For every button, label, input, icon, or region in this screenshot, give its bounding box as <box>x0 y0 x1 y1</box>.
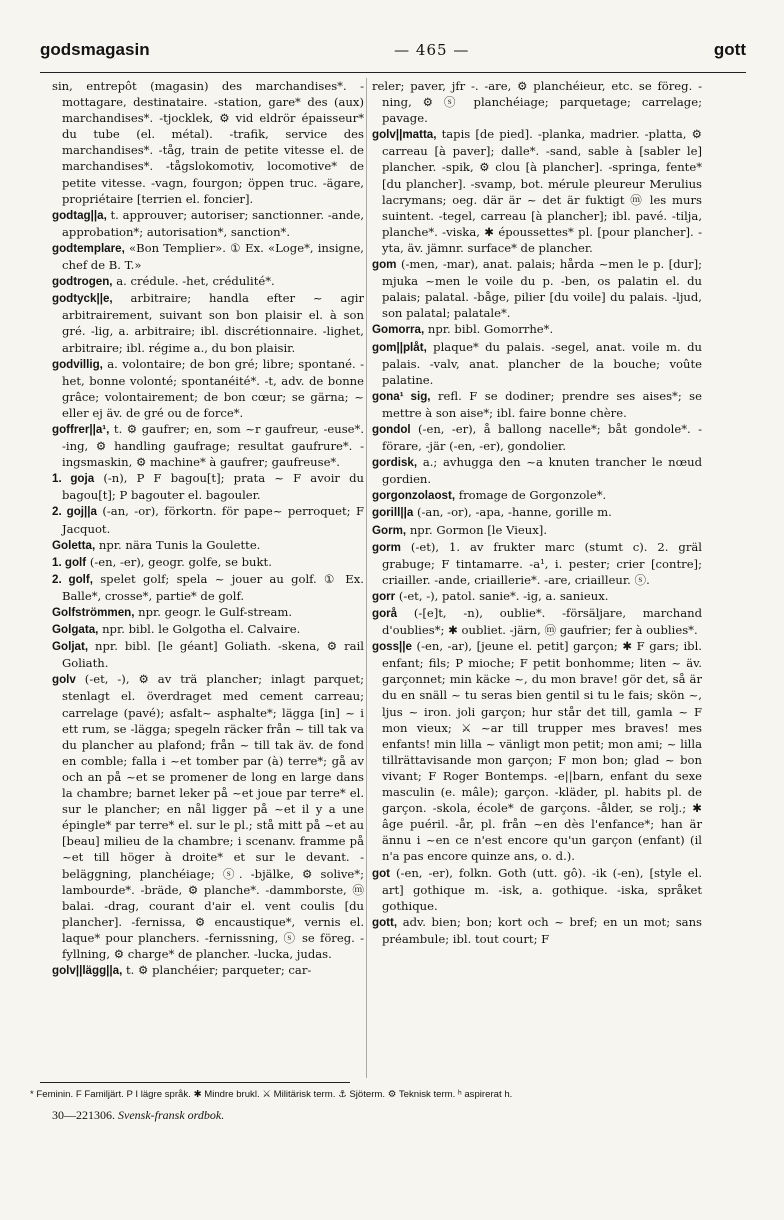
dictionary-entry <box>372 522 702 539</box>
dictionary-entry <box>52 571 364 604</box>
dictionary-entry <box>372 539 702 588</box>
running-head <box>40 40 746 70</box>
dictionary-entry <box>52 290 364 355</box>
entry-definition: sin, entrepôt (magasin) des marchandises*. -mottagare, destinataire. -station, gare* des (aux) marchandises*. -tjocklek, ⚙ vid eldrör épaisseur* du tube (el. métal). -trafik, service des marchandises*. -tåg, train de petite vitesse el. de marchandises*. -tågslokomotiv, locomotive* de petite vitesse. -vagn, fourgon; öppen truc. -ägare, propriétaire [terrien el. foncier]. <box>52 79 364 206</box>
entry-headword: gordisk, <box>372 456 418 470</box>
entry-headword: gott, <box>372 915 398 929</box>
dictionary-entry <box>52 621 364 638</box>
entry-headword: gorr <box>372 589 396 603</box>
entry-headword: 2. golf, <box>52 572 93 586</box>
dictionary-entry <box>372 454 702 487</box>
entry-definition: npr. Gormon [le Vieux]. <box>409 522 548 537</box>
entry-definition: spelet golf; spela ~ jouer au golf. ① Ex. Balle*, crosse*, partie* de golf. <box>62 571 364 603</box>
entry-definition: reler; paver, jfr -. -are, ⚙ planchéieur, etc. se föreg. -ning, ⚙ ⓢ planchéiage; parquetage; carrelage; pavage. <box>372 79 702 126</box>
header-rule <box>40 72 746 73</box>
dictionary-entry <box>52 207 364 240</box>
entry-headword: Golgata, <box>52 623 99 637</box>
imprint <box>52 1108 224 1123</box>
entry-definition: refl. F se dodiner; prendre ses aises*; se mettre à son aise*; ibl. faire bonne chère. <box>382 388 702 420</box>
entry-definition: (-men, -mar), anat. palais; hårda ~men le p. [dur]; mjuka ~men le voile du p. -ben, os palatin el. du palais; palatal. -båge, pilier [du voile] du palais. -ljud, son palatal; palatale*. <box>382 257 702 321</box>
entry-headword: godvillig, <box>52 357 103 371</box>
entry-definition: npr. bibl. le Golgotha el. Calvaire. <box>102 622 301 637</box>
entry-definition: (-en, -ar), [jeune el. petit] garçon; ✱ F gars; ibl. enfant; fils; P mioche; F petit bonhomme; liten ~ äv. garçonnet; min käcke ~, du mon brave! gör det, så är du en snäll ~ tu seras bien gentil si tu le fais; skön ~, ljus ~ iron. joli garçon; hur står det till, gamla ~ F mon vieux; ⚔ ~ar till trupper mes braves! mes enfants! min lilla ~ vänligt mon petit; mon ami; ~ lilla tillrättavisande mon garçon; F mon bon; glad ~ bon vivant; F Roger Bontemps. -e||barn, enfant du sexe masculin (e. mâle); garçon. -kläder, pl. habits pl. de garçon. -skola, école* de garçons. -ålder, se rolj.; ✱ âge puéril. -år, pl. från ~en dès l'enfance*; han är ännu i ~en ce n'est encore qu'un garçon (enfant) (il n'a pas encore quinze ans, o. d.). <box>382 639 702 864</box>
imprint-code: 30—221306. <box>52 1108 115 1122</box>
dictionary-entry <box>52 240 364 273</box>
entry-definition: t. ⚙ planchéier; parqueter; car- <box>126 963 312 978</box>
entry-definition: npr. bibl. [le géant] Goliath. -skena, ⚙ rail Goliath. <box>62 639 364 671</box>
entry-definition: a. crédule. -het, crédulité*. <box>116 274 275 289</box>
dictionary-entry <box>372 421 702 454</box>
entry-headword: golv <box>52 673 76 687</box>
dictionary-entry <box>372 78 702 126</box>
entry-definition: t. approuver; autoriser; sanctionner. -ande, approbation*; autorisation*, sanction*. <box>62 207 364 239</box>
entry-definition: npr. nära Tunis la Goulette. <box>98 537 261 552</box>
imprint-title: Svensk-fransk ordbok. <box>118 1108 225 1122</box>
last-guide-word: gott <box>713 40 746 59</box>
entry-headword: goss||e <box>372 640 412 654</box>
right-column <box>372 78 702 1078</box>
entry-headword: goffrer||a¹, <box>52 422 110 436</box>
entry-headword: gorill||a <box>372 506 414 520</box>
entry-headword: gom||plåt, <box>372 340 427 354</box>
entry-headword: Gorm, <box>372 523 407 537</box>
entry-headword: Goletta, <box>52 538 96 552</box>
entry-headword: Goljat, <box>52 640 89 654</box>
dictionary-entry <box>372 256 702 321</box>
entry-headword: gorgonzolaost, <box>372 489 456 503</box>
page-number: — 465 — <box>394 41 470 59</box>
dictionary-entry <box>52 671 364 962</box>
entry-headword: godtemplare, <box>52 241 125 255</box>
dictionary-entry <box>52 273 364 290</box>
entry-headword: godtrogen, <box>52 275 113 289</box>
dictionary-entry <box>52 470 364 503</box>
dictionary-entry <box>52 503 364 536</box>
entry-headword: got <box>372 866 391 880</box>
entry-definition: arbitraire; handla efter ~ agir arbitrairement, suivant son bon plaisir el. à son gré. -lig, a. arbitraire; ibl. discrétionnaire. -lighet, arbitraire; ibl. régime a., du bon plaisir. <box>62 291 364 355</box>
dictionary-entry <box>52 638 364 671</box>
entry-headword: gorm <box>372 540 401 554</box>
entry-definition: (-an, -or), förkortn. för pape~ perroquet; F Jacquot. <box>62 504 364 536</box>
entry-headword: golv||lägg||a, <box>52 964 123 978</box>
entry-definition: (-en, -er), folkn. Goth (utt. gô). -ik (-en), [style el. art] gothique m. -isk, a. gothique. -iska, språket gothique. <box>382 865 702 913</box>
column-divider <box>366 78 367 1078</box>
dictionary-entry <box>52 554 364 571</box>
dictionary-entry <box>372 126 702 256</box>
entry-definition: npr. bibl. Gomorrhe*. <box>427 322 554 337</box>
dictionary-entry <box>372 339 702 388</box>
dictionary-entry <box>52 356 364 421</box>
dictionary-entry <box>372 487 702 504</box>
entry-headword: golv||matta, <box>372 128 437 142</box>
entry-headword: gona¹ sig, <box>372 389 431 403</box>
dictionary-entry <box>372 321 702 338</box>
entry-definition: a. volontaire; de bon gré; libre; spontané. -het, bonne volonté; spontanéité*. -t, adv. de bonne grâce; volontairement; de bon cœur; se gärna; ~ eller ej äv. de gré ou de force*. <box>62 356 364 420</box>
footer-rule <box>40 1082 350 1083</box>
dictionary-entry <box>372 605 702 638</box>
dictionary-entry <box>52 537 364 554</box>
entry-definition: plaque* du palais. -segel, anat. voile m. du palais. -valv, anat. plancher de la bouche; voûte palatine. <box>382 339 702 387</box>
entry-headword: Golfströmmen, <box>52 606 135 619</box>
entry-definition: tapis [de pied]. -planka, madrier. -platta, ⚙ carreau [à paver]; dalle*. -sand, sable à [sabler le] plancher. -spik, ⚙ clou [à plancher]. -springa, fente* [du plancher]. -svamp, bot. mérule pleureur Merulius lacrymans; oeg. där är ~ det är fuktigt ⓜ les murs suintent. -tegel, carreau [à plancher]; ibl. pavé. -tilja, planche*. -viska, ✱ époussettes* pl. [pour plancher]. -yta, äv. jämnr. surface* de plancher. <box>382 127 702 255</box>
entry-definition: (-an, -or), -apa, -hanne, gorille m. <box>416 505 612 520</box>
entry-headword: gom <box>372 258 397 272</box>
entry-definition: fromage de Gorgonzole*. <box>458 488 607 503</box>
entry-definition: (-et), 1. av frukter marc (stumt c). 2. gräl grabuge; F tintamarre. -a¹, i. pester; crier [contre]; criailler. -ande, criaillerie*. -are, criailleur. ⓢ. <box>382 539 702 587</box>
dictionary-entry <box>372 865 702 914</box>
dictionary-entry <box>372 504 702 521</box>
entry-headword: gondol <box>372 422 411 436</box>
entry-definition: (-[e]t, -n), oublie*. -försäljare, marchand d'oublies*; ✱ oubliet. -järn, ⓜ gaufrier; fer à oublies*. <box>382 606 702 638</box>
entry-headword: 1. goja <box>52 472 95 486</box>
dictionary-entry <box>372 638 702 864</box>
entry-definition: (-et, -), ⚙ av trä plancher; inlagt parquet; stenlagt el. överdraget med cement carreau; carrelage (pavé); asfalt~ asphalte*; lägga [in] ~ i ett rum, se -lägga; spegeln räcker från ~ till tak va du plancher au plafond; från ~ till tak äv. de fond en comble; falla i ~et tomber par (à) terre*; gå av och an på ~et se promener de long en large dans la chambre; barnet leker på ~et joue par terre* el. sur le plancher; en nål ligger på ~et il y a une épingle* par terre* el. sur le pl.; stå mitt på ~et au [beau] milieu de la chambre; i scenanv. framme på ~et till höger à droite* et sur le devant. -beläggning, planchéiage; ⓢ. -bjälke, ⚙ solive*; lambourde*. -bräde, ⚙ planche*. -dammborste, ⓜ balai. -drag, courant d'air el. vent coulis [du plancher]. -fernissa, ⚙ encaustique*, vernis el. laque* pour planchers. -fernissning, ⓢ se föreg. -fyllning, ⚙ charge* de plancher. -lucka, judas. <box>62 672 364 961</box>
dictionary-entry <box>372 388 702 421</box>
first-guide-word: godsmagasin <box>40 40 150 59</box>
entry-headword: 2. goj||a <box>52 505 97 519</box>
entry-definition: (-n), P F bagou[t]; prata ~ F avoir du bagou[t]; P bagouter el. bagouler. <box>62 471 364 503</box>
entry-definition: «Bon Templier». ① Ex. «Loge*, insigne, chef de B. T.» <box>62 240 364 273</box>
entry-headword: Gomorra, <box>372 323 425 337</box>
entry-definition: a.; avhugga den ~a knuten trancher le nœud gordien. <box>382 455 702 487</box>
entry-definition: npr. geogr. le Gulf-stream. <box>138 605 293 619</box>
dictionary-entry <box>372 588 702 605</box>
entry-headword: godtyck||e, <box>52 292 113 306</box>
dictionary-entry <box>52 78 364 207</box>
entry-definition: adv. bien; bon; kort och ~ bref; en un mot; sans préambule; ibl. tout court; F <box>382 914 702 946</box>
dictionary-entry <box>52 421 364 470</box>
dictionary-entry <box>52 962 364 979</box>
entry-headword: 1. golf <box>52 555 87 569</box>
entry-headword: godtag||a, <box>52 208 107 222</box>
dictionary-entry <box>372 914 702 947</box>
entry-definition: (-en, -er), å ballong nacelle*; båt gondole*. -förare, -jär (-en, -er), gondolier. <box>382 421 702 454</box>
entry-definition: t. ⚙ gaufrer; en, som ~r gaufreur, -euse*. -ing, ⚙ handling gaufrage; resultat gaufrure*. -ingsmaskin, ⚙ machine* à gaufrer; gaufreuse*. <box>62 421 364 470</box>
symbol-legend: * Feminin. F Familjärt. P I lägre språk. ✱ Mindre brukl. ⚔ Militärisk term. ⚓ Sjöterm. ⚙ Teknisk term. ʰ aspirerat h. <box>30 1089 513 1100</box>
dictionary-entry <box>52 604 364 621</box>
entry-definition: (-et, -), patol. sanie*. -ig, a. sanieux. <box>398 588 609 603</box>
entry-headword: gorå <box>372 607 398 620</box>
left-column <box>52 78 364 1078</box>
entry-definition: (-en, -er), geogr. golfe, se bukt. <box>89 554 272 569</box>
